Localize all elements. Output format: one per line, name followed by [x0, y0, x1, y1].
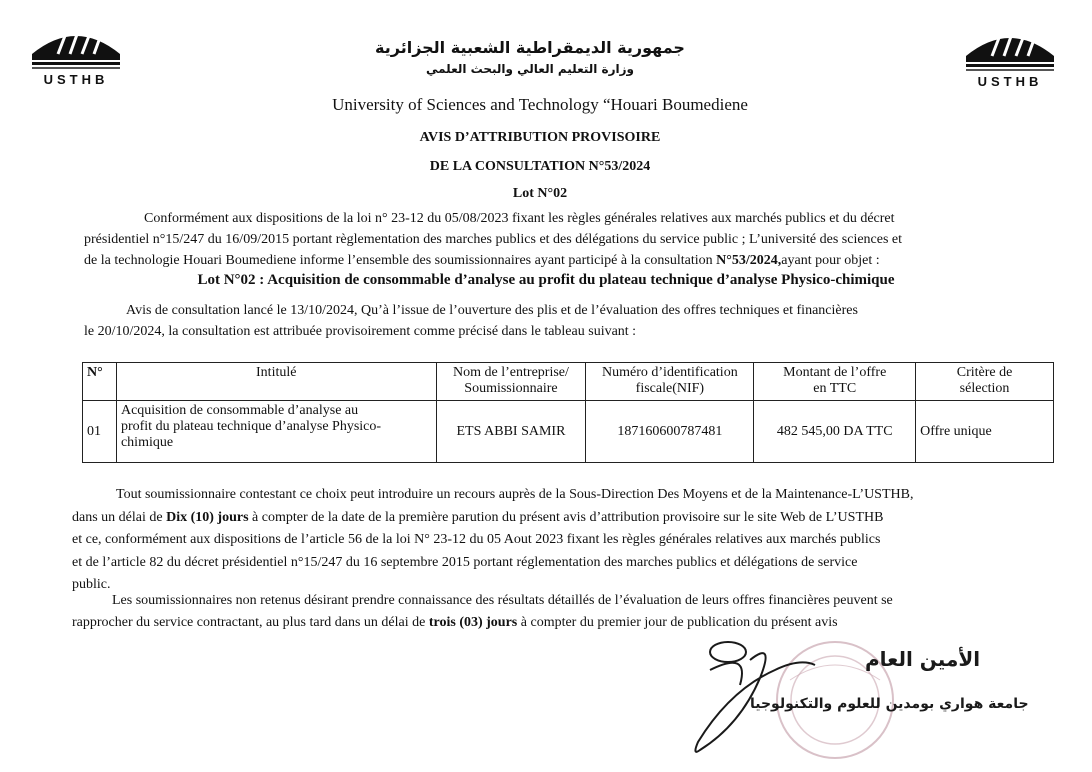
recourse-line: Tout soumissionnaire contestant ce choix peut introduire un recours auprès de la Sous-Direction Des Moyens et de la Maintenance-L’USTHB,	[116, 487, 914, 502]
intro-line: Conformément aux dispositions de la loi n° 23-12 du 05/08/2023 fixant les règles générales relatives aux marchés publics et du décret	[144, 211, 895, 226]
table-row	[83, 401, 1054, 463]
header-number: N°	[83, 363, 117, 401]
header-text: sélection	[959, 381, 1010, 396]
header-text: Numéro d’identification	[602, 365, 738, 380]
header-intitule: Intitulé	[116, 363, 436, 401]
header-text: en TTC	[813, 381, 857, 396]
header-text: fiscale(NIF)	[635, 381, 705, 396]
usthb-emblem-icon	[962, 22, 1058, 74]
header-text: Critère de	[956, 365, 1013, 380]
intro-line: présidentiel n°15/247 du 16/09/2015 portant règlementation des marches publics et des délégations du service public ; L’université des sciences et	[84, 232, 903, 247]
cell-montant: 482 545,00 DA TTC	[754, 401, 916, 463]
cell-nif: 187160600787481	[586, 401, 754, 463]
intro-text: de la technologie Houari Boumediene informe l’ensemble des soumissionnaires ayant participé à la consultation	[84, 253, 717, 268]
official-stamp-signature	[600, 630, 1029, 765]
recourse-line	[72, 507, 1038, 530]
attribution-table	[82, 362, 1054, 463]
recourse-paragraph	[72, 484, 1038, 597]
consultation-number: DE LA CONSULTATION N°53/2024	[429, 159, 651, 174]
header-text: Soumissionnaire	[464, 381, 558, 396]
header-critere	[916, 363, 1054, 401]
non-retenus-delay: trois (03) jours	[428, 615, 518, 630]
signature-title: الأمين العام	[865, 647, 981, 671]
header-entreprise	[436, 363, 586, 401]
recourse-line: et de l’article 82 du décret présidentiel n°15/247 du 16 septembre 2015 portant réglementation des marches publics et délégations de service	[72, 554, 858, 570]
cell-intitule	[116, 401, 436, 463]
recourse-line: public.	[72, 577, 111, 592]
usthb-emblem-icon	[28, 20, 124, 72]
lot-number: Lot N°02	[512, 186, 568, 201]
recourse-text: à compter de la date de la première parution du présent avis d’attribution provisoire sur le site Web de L’USTHB	[248, 509, 884, 525]
cell-critere: Offre unique	[916, 401, 1054, 463]
cell-number: 01	[83, 401, 117, 463]
cell-entreprise: ETS ABBI SAMIR	[436, 401, 586, 463]
launch-paragraph	[84, 300, 1024, 342]
non-retenus-line: Les soumissionnaires non retenus désirant prendre connaissance des résultats détaillés de l’évaluation de leurs offres financières peuvent se	[112, 593, 893, 608]
usthb-logo-text: USTHB	[43, 72, 109, 87]
non-retenus-text: rapprocher du service contractant, au plus tard dans un délai de	[72, 615, 429, 630]
header-text: Nom de l’entreprise/	[453, 365, 569, 380]
intro-line	[84, 250, 1024, 271]
stamp-text: جامعة هواري بومدين للعلوم والتكنولوجيا	[750, 696, 1029, 712]
intro-paragraph	[84, 208, 1024, 271]
cell-text: profit du plateau technique d’analyse Physico-	[120, 419, 382, 434]
arabic-ministry-heading: وزارة التعليم العالي والبحث العلمي	[425, 62, 635, 76]
cell-text: chimique	[120, 435, 174, 450]
non-retenus-paragraph	[72, 590, 1038, 634]
arabic-republic-heading: جمهورية الديمقراطية الشعبية الجزائرية	[375, 38, 685, 57]
lot-object-line: Lot N°02 : Acquisition de consommable d’analyse au profit du plateau technique d’analyse Physico-chimique	[197, 272, 895, 288]
usthb-logo-right	[962, 22, 1058, 92]
header-montant	[754, 363, 916, 401]
launch-line: le 20/10/2024, la consultation est attribuée provisoirement comme précisé dans le tableau suivant :	[84, 324, 637, 339]
usthb-logo-text: USTHB	[977, 74, 1043, 89]
recourse-delay: Dix (10) jours	[166, 509, 249, 525]
notice-title: AVIS D’ATTRIBUTION PROVISOIRE	[419, 130, 661, 145]
recourse-line: et ce, conformément aux dispositions de l’article 56 de la loi N° 23-12 du 05 Aout 2023 fixant les règles générales relatives aux marchés publics	[72, 532, 881, 547]
recourse-text: dans un délai de	[72, 509, 167, 525]
table-header-row	[83, 363, 1054, 401]
non-retenus-text: à compter du premier jour de publication du présent avis	[517, 615, 838, 630]
cell-text: Acquisition de consommable d’analyse au	[120, 403, 359, 418]
usthb-logo-left	[28, 20, 124, 90]
consultation-ref: N°53/2024,	[716, 253, 782, 268]
header-text: Montant de l’offre	[783, 365, 887, 380]
launch-line: Avis de consultation lancé le 13/10/2024, Qu’à l’issue de l’ouverture des plis et de l’évaluation des offres techniques et financières	[126, 303, 858, 318]
header-nif	[586, 363, 754, 401]
intro-text: ayant pour objet :	[781, 253, 880, 268]
university-name: University of Sciences and Technology “Houari Boumediene	[332, 95, 748, 114]
